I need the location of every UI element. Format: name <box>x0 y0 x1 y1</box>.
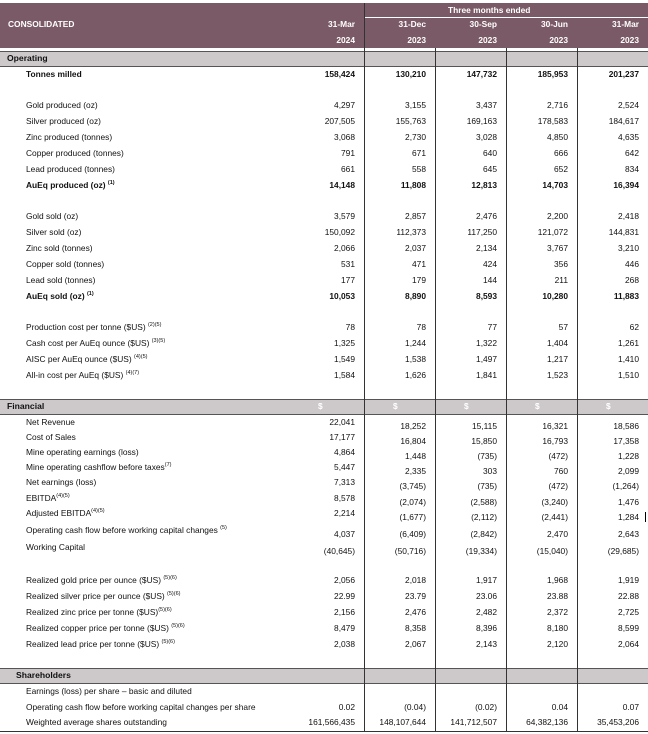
section-title: Shareholders <box>16 670 71 680</box>
row-label: AuEq produced (oz) $^{(1)}$ <box>26 180 115 190</box>
row-label: Earnings (loss) per share – basic and diluted <box>26 686 192 696</box>
cell-value: 1,325 <box>334 338 355 348</box>
cell-value: 10,280 <box>542 291 568 301</box>
edge-mark <box>645 512 646 522</box>
cell-value: 23.88 <box>547 591 568 601</box>
cell-value: 62 <box>629 322 639 332</box>
cell-value: 11,808 <box>400 180 426 190</box>
three-months-ended-label: Three months ended <box>448 5 531 15</box>
cell-value: 18,586 <box>613 421 639 431</box>
cell-value: 424 <box>483 259 497 269</box>
cell-value: 2,643 <box>618 529 639 539</box>
cell-value: 112,373 <box>396 227 426 237</box>
cell-value: 16,394 <box>613 180 639 190</box>
cell-value: 1,476 <box>618 497 639 507</box>
row-label: Cost of Sales <box>26 432 76 442</box>
cell-value: (3,240) <box>541 497 568 507</box>
cell-value: 661 <box>341 164 355 174</box>
cell-value: (0.04) <box>404 702 426 712</box>
row-label: AuEq sold (oz) $^{(1)}$ <box>26 291 94 301</box>
cell-value: 22.99 <box>334 591 355 601</box>
cell-value: 3,028 <box>476 132 497 142</box>
cell-value: 2,857 <box>405 211 426 221</box>
section-title: Financial <box>7 401 45 411</box>
cell-value: 16,321 <box>542 421 568 431</box>
cell-value: 471 <box>412 259 426 269</box>
cell-value: 148,107,644 <box>379 717 426 727</box>
cell-value: 1,584 <box>334 370 355 380</box>
cell-value: (2,441) <box>541 512 568 522</box>
cell-value: 1,968 <box>547 575 568 585</box>
cell-value: 8,599 <box>618 623 639 633</box>
cell-value: 22.88 <box>618 591 639 601</box>
col-header-top: 30-Sep <box>469 19 497 29</box>
cell-value: 141,712,507 <box>450 717 497 727</box>
cell-value: 2,725 <box>618 607 639 617</box>
row-label: Realized copper price per tonne ($US) $^{(5)(6)}$ <box>26 623 185 633</box>
cell-value: 3,068 <box>334 132 355 142</box>
row-label: Net Revenue <box>26 417 75 427</box>
row-label: Silver sold (oz) <box>26 227 82 237</box>
column-divider <box>506 48 507 731</box>
row-label: Mine operating earnings (loss) <box>26 447 139 457</box>
row-label: Copper produced (tonnes) <box>26 148 124 158</box>
cell-value: (1,677) <box>399 512 426 522</box>
column-divider <box>435 48 436 731</box>
cell-value: (1,264) <box>612 481 639 491</box>
cell-value: 2,120 <box>547 639 568 649</box>
col-header-top: 31-Mar <box>612 19 639 29</box>
cell-value: 2,099 <box>618 466 639 476</box>
cell-value: 2,038 <box>334 639 355 649</box>
cell-value: 3,579 <box>334 211 355 221</box>
cell-value: 791 <box>341 148 355 158</box>
currency-symbol: $ <box>606 401 611 411</box>
cell-value: 2,716 <box>547 100 568 110</box>
cell-value: 303 <box>483 466 497 476</box>
cell-value: 8,479 <box>334 623 355 633</box>
cell-value: 121,072 <box>537 227 568 237</box>
row-label: Realized silver price per ounce ($US) $^{(5)(6)}$ <box>26 591 181 601</box>
cell-value: (0.02) <box>475 702 497 712</box>
col-header-year: 2024 <box>336 35 355 45</box>
cell-value: 4,850 <box>547 132 568 142</box>
cell-value: 144,831 <box>608 227 639 237</box>
cell-value: 12,813 <box>471 180 497 190</box>
row-label: Mine operating cashflow before taxes$^{(7)}$ <box>26 462 172 472</box>
row-label: Operating cash flow before working capital changes $^{(5)}$ <box>26 525 227 535</box>
cell-value: 640 <box>483 148 497 158</box>
cell-value: 1,217 <box>547 354 568 364</box>
cell-value: 2,134 <box>476 243 497 253</box>
row-label: $EBITDA^{(4)(5)}$ <box>26 493 70 503</box>
cell-value: 834 <box>625 164 639 174</box>
cell-value: (2,074) <box>399 497 426 507</box>
cell-value: 147,732 <box>466 69 497 79</box>
cell-value: 15,850 <box>471 436 497 446</box>
cell-value: 2,156 <box>334 607 355 617</box>
cell-value: 2,067 <box>405 639 426 649</box>
cell-value: 150,092 <box>324 227 355 237</box>
cell-value: (40,645) <box>323 546 355 556</box>
column-divider <box>577 48 578 731</box>
cell-value: 8,890 <box>405 291 426 301</box>
cell-value: 1,261 <box>618 338 639 348</box>
row-label: Realized zinc price per tonne ($US)$^{(5)(6)}$ <box>26 607 172 617</box>
cell-value: 161,566,435 <box>308 717 355 727</box>
cell-value: 64,382,136 <box>526 717 568 727</box>
cell-value: 22,041 <box>329 417 355 427</box>
cell-value: 1,523 <box>547 370 568 380</box>
row-label: Weighted average shares outstanding <box>26 717 167 727</box>
cell-value: 446 <box>625 259 639 269</box>
cell-value: 2,200 <box>547 211 568 221</box>
cell-value: 1,497 <box>476 354 497 364</box>
cell-value: 2,335 <box>405 466 426 476</box>
cell-value: 4,864 <box>334 447 355 457</box>
section-title: Operating <box>7 53 48 63</box>
cell-value: 2,418 <box>618 211 639 221</box>
cell-value: 78 <box>345 322 355 332</box>
cell-value: 1,917 <box>476 575 497 585</box>
cell-value: 1,404 <box>547 338 568 348</box>
cell-value: 1,322 <box>476 338 497 348</box>
cell-value: 4,297 <box>334 100 355 110</box>
row-label: Realized lead price per tonne ($US) $^{(5)(6)}$ <box>26 639 175 649</box>
cell-value: 177 <box>341 275 355 285</box>
cell-value: 1,538 <box>405 354 426 364</box>
col-header-year: 2023 <box>620 35 639 45</box>
cell-value: 2,730 <box>405 132 426 142</box>
cell-value: 16,793 <box>542 436 568 446</box>
cell-value: 1,228 <box>618 451 639 461</box>
cell-value: 1,410 <box>618 354 639 364</box>
cell-value: 2,524 <box>618 100 639 110</box>
cell-value: 645 <box>483 164 497 174</box>
row-label: Gold sold (oz) <box>26 211 79 221</box>
table-header <box>0 3 648 48</box>
cell-value: (2,112) <box>471 512 497 522</box>
cell-value: 8,578 <box>334 493 355 503</box>
cell-value: 2,018 <box>405 575 426 585</box>
cell-value: 4,635 <box>618 132 639 142</box>
cell-value: 666 <box>554 148 568 158</box>
cell-value: 642 <box>625 148 639 158</box>
cell-value: (735) <box>477 481 497 491</box>
cell-value: 2,476 <box>405 607 426 617</box>
cell-value: (472) <box>548 451 568 461</box>
cell-value: 117,250 <box>467 227 497 237</box>
cell-value: 8,593 <box>476 291 497 301</box>
cell-value: 0.02 <box>338 702 355 712</box>
cell-value: 11,883 <box>613 291 639 301</box>
cell-value: (2,842) <box>470 529 497 539</box>
cell-value: 2,372 <box>547 607 568 617</box>
cell-value: 35,453,206 <box>597 717 639 727</box>
section-shareholders <box>0 668 648 684</box>
currency-symbol: $ <box>318 401 323 411</box>
row-label: AISC per AuEq ounce ($US) $^{(4)(5)}$ <box>26 354 148 364</box>
row-label: Net earnings (loss) <box>26 477 97 487</box>
cell-value: 14,703 <box>542 180 568 190</box>
cell-value: 531 <box>341 259 355 269</box>
cell-value: 2,476 <box>476 211 497 221</box>
cell-value: 23.06 <box>476 591 497 601</box>
row-label: Zinc sold (tonnes) <box>26 243 93 253</box>
section-financial <box>0 399 648 415</box>
cell-value: 15,115 <box>472 421 497 431</box>
cell-value: 3,767 <box>547 243 568 253</box>
cell-value: 2,037 <box>405 243 426 253</box>
cell-value: 155,763 <box>395 116 426 126</box>
cell-value: 17,177 <box>329 432 355 442</box>
cell-value: 558 <box>412 164 426 174</box>
cell-value: 18,252 <box>400 421 426 431</box>
cell-value: 178,583 <box>537 116 568 126</box>
cell-value: 268 <box>625 275 639 285</box>
cell-value: (735) <box>477 451 497 461</box>
cell-value: (6,409) <box>399 529 426 539</box>
col-header-top: 31-Mar <box>328 19 355 29</box>
cell-value: 1,626 <box>405 370 426 380</box>
table-bottom-border <box>0 731 648 732</box>
cell-value: 2,056 <box>334 575 355 585</box>
cell-value: 8,358 <box>405 623 426 633</box>
cell-value: 57 <box>558 322 568 332</box>
cell-value: 14,148 <box>329 180 355 190</box>
cell-value: 3,155 <box>405 100 426 110</box>
cell-value: 0.07 <box>622 702 639 712</box>
cell-value: 1,284 <box>618 512 639 522</box>
row-label: Lead sold (tonnes) <box>26 275 96 285</box>
cell-value: 0.04 <box>551 702 568 712</box>
cell-value: 78 <box>416 322 426 332</box>
row-label: Production cost per tonne ($US) $^{(2)(5)}$ <box>26 322 162 332</box>
cell-value: 1,510 <box>618 370 639 380</box>
cell-value: 207,505 <box>324 116 355 126</box>
cell-value: 3,210 <box>618 243 639 253</box>
cell-value: 2,066 <box>334 243 355 253</box>
row-label: Operating cash flow before working capital changes per share <box>26 702 256 712</box>
cell-value: 184,617 <box>608 116 639 126</box>
cell-value: (2,588) <box>470 497 497 507</box>
col-header-year: 2023 <box>478 35 497 45</box>
cell-value: 356 <box>554 259 568 269</box>
cell-value: 185,953 <box>537 69 568 79</box>
row-label: Copper sold (tonnes) <box>26 259 105 269</box>
cell-value: 760 <box>554 466 568 476</box>
cell-value: (50,716) <box>394 546 426 556</box>
currency-symbol: $ <box>535 401 540 411</box>
row-label: Gold produced (oz) <box>26 100 98 110</box>
row-label: All-in cost per AuEq ($US) $^{(4)(7)}$ <box>26 370 140 380</box>
section-operating <box>0 51 648 67</box>
row-label: Zinc produced (tonnes) <box>26 132 113 142</box>
cell-value: 7,313 <box>334 477 355 487</box>
cell-value: 144 <box>483 275 497 285</box>
cell-value: 1,841 <box>476 370 497 380</box>
col-header-year: 2023 <box>549 35 568 45</box>
cell-value: 3,437 <box>476 100 497 110</box>
currency-symbol: $ <box>464 401 469 411</box>
row-label: Realized gold price per ounce ($US) $^{(5)(6)}$ <box>26 575 177 585</box>
cell-value: 211 <box>554 275 568 285</box>
col-header-top: 31-Dec <box>398 19 426 29</box>
col-header-top: 30-Jun <box>541 19 568 29</box>
row-label: Tonnes milled <box>26 69 82 79</box>
cell-value: 17,358 <box>613 436 639 446</box>
cell-value: 130,210 <box>395 69 426 79</box>
cell-value: 169,163 <box>466 116 497 126</box>
row-label: Adjusted $EBITDA^{(4)(5)}$ <box>26 508 105 518</box>
cell-value: 23.79 <box>405 591 426 601</box>
row-label: Working Capital <box>26 542 85 552</box>
cell-value: 179 <box>412 275 426 285</box>
cell-value: 2,482 <box>476 607 497 617</box>
cell-value: (472) <box>548 481 568 491</box>
cell-value: 158,424 <box>324 69 355 79</box>
cell-value: 671 <box>412 148 426 158</box>
row-label: Cash cost per AuEq ounce ($US) $^{(3)(5)}$ <box>26 338 166 348</box>
column-divider <box>364 3 365 731</box>
cell-value: 1,919 <box>618 575 639 585</box>
cell-value: 5,447 <box>334 462 355 472</box>
cell-value: 2,064 <box>618 639 639 649</box>
cell-value: (15,040) <box>536 546 568 556</box>
cell-value: 10,053 <box>329 291 355 301</box>
cell-value: 652 <box>554 164 568 174</box>
cell-value: 2,214 <box>334 508 355 518</box>
cell-value: 201,237 <box>608 69 639 79</box>
cell-value: (19,334) <box>465 546 497 556</box>
cell-value: (29,685) <box>607 546 639 556</box>
cell-value: 8,396 <box>476 623 497 633</box>
cell-value: 2,470 <box>547 529 568 539</box>
cell-value: 4,037 <box>334 529 355 539</box>
cell-value: (3,745) <box>399 481 426 491</box>
row-label: Lead produced (tonnes) <box>26 164 115 174</box>
col-header-year: 2023 <box>407 35 426 45</box>
cell-value: 16,804 <box>400 436 426 446</box>
cell-value: 1,244 <box>405 338 426 348</box>
cell-value: 2,143 <box>476 639 497 649</box>
consolidated-label: CONSOLIDATED <box>8 19 75 29</box>
cell-value: 8,180 <box>547 623 568 633</box>
cell-value: 1,448 <box>405 451 426 461</box>
row-label: Silver produced (oz) <box>26 116 101 126</box>
currency-symbol: $ <box>393 401 398 411</box>
cell-value: 77 <box>487 322 497 332</box>
cell-value: 1,549 <box>334 354 355 364</box>
